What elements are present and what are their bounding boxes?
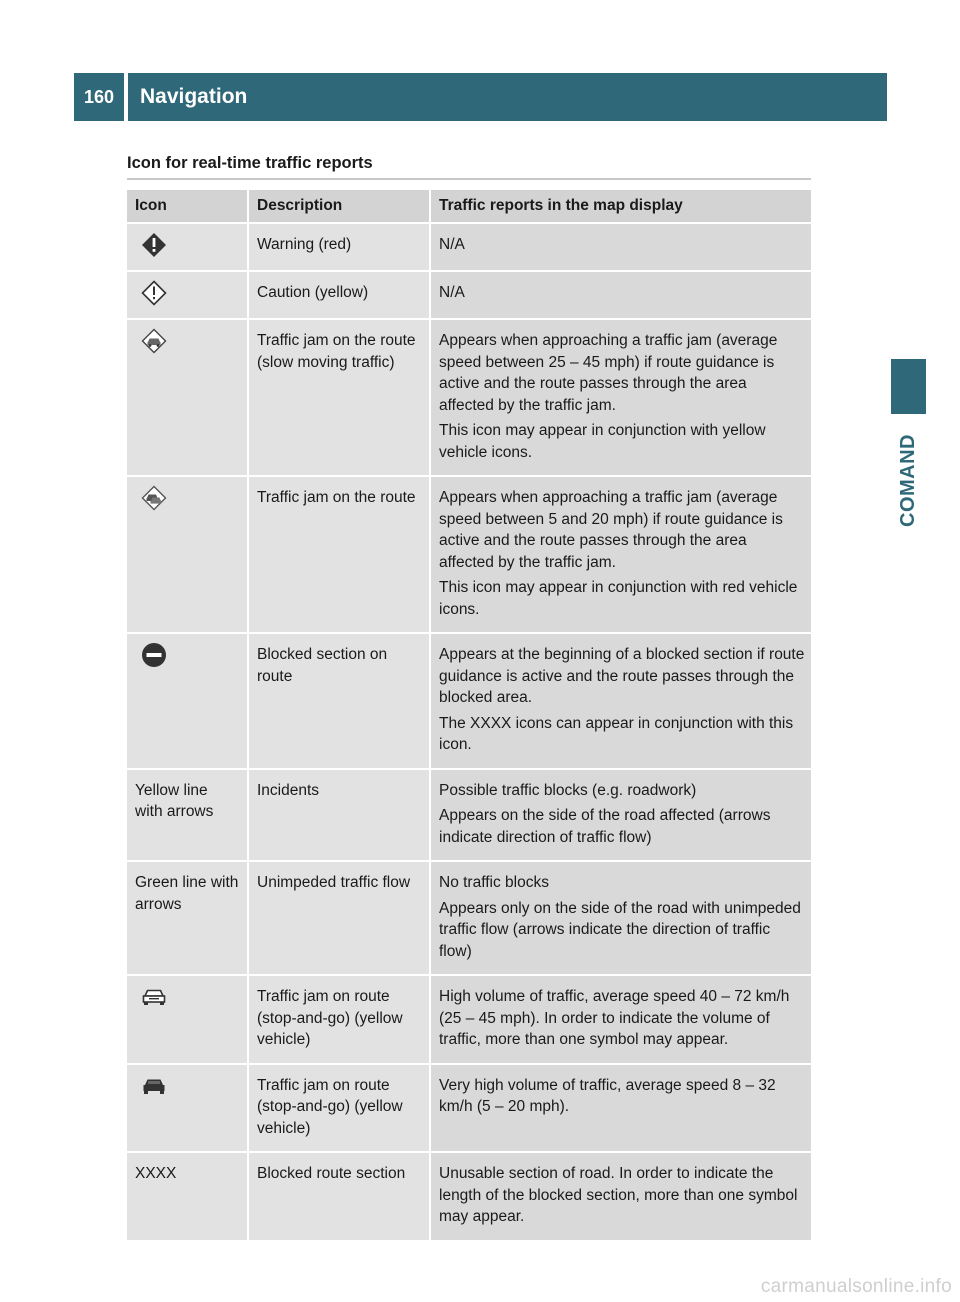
icon-text: XXXX <box>135 1165 177 1182</box>
description-cell: Warning (red) <box>247 224 429 270</box>
icon-cell <box>127 1065 247 1152</box>
table-row <box>127 770 811 861</box>
vehicle-outline-icon <box>141 984 167 1010</box>
table-row <box>127 477 811 632</box>
description-cell: Blocked route section <box>247 1153 429 1240</box>
icon-cell <box>127 320 247 475</box>
table-row <box>127 634 811 768</box>
table-row <box>127 976 811 1063</box>
table-row <box>127 272 811 318</box>
icon-cell <box>127 862 247 974</box>
details-paragraph: Unusable section of road. In order to indicate the length of the blocked section, more than one symbol may appear. <box>439 1165 798 1225</box>
details-paragraph: No traffic blocks <box>439 874 549 891</box>
description-cell: Incidents <box>247 770 429 861</box>
side-tab-block <box>891 359 926 414</box>
page-number: 160 <box>74 73 124 121</box>
details-paragraph: Appears at the beginning of a blocked section if route guidance is active and the route passes through the blocked area. <box>439 646 805 706</box>
description-cell: Traffic jam on the route (slow moving traffic) <box>247 320 429 475</box>
description-cell: Caution (yellow) <box>247 272 429 318</box>
table-row <box>127 1065 811 1152</box>
description-cell: Blocked section on route <box>247 634 429 768</box>
column-header-map-display: Traffic reports in the map display <box>429 190 811 222</box>
details-paragraph: Appears when approaching a traffic jam (average speed between 25 – 45 mph) if route guidance is active and the route passes through the area affected by the traffic jam. <box>439 332 778 414</box>
warning-red-icon <box>141 232 167 258</box>
slow-traffic-icon <box>141 328 167 354</box>
table-row <box>127 862 811 974</box>
table-row <box>127 320 811 475</box>
details-cell <box>429 320 811 475</box>
details-cell <box>429 1153 811 1240</box>
details-cell <box>429 272 811 318</box>
vehicle-filled-icon <box>141 1073 167 1099</box>
icon-text: Yellow line with arrows <box>135 781 214 820</box>
description-cell: Unimpeded traffic flow <box>247 862 429 974</box>
icon-cell <box>127 1153 247 1240</box>
table-row <box>127 224 811 270</box>
column-header-icon: Icon <box>127 190 247 222</box>
details-paragraph: N/A <box>439 284 465 301</box>
section-divider <box>127 178 811 180</box>
details-cell <box>429 976 811 1063</box>
blocked-section-icon <box>141 642 167 668</box>
traffic-icons-table <box>127 188 811 1242</box>
description-cell: Traffic jam on the route <box>247 477 429 632</box>
details-cell <box>429 1065 811 1152</box>
column-header-description: Description <box>247 190 429 222</box>
details-cell <box>429 224 811 270</box>
details-paragraph: N/A <box>439 236 465 253</box>
details-paragraph: Appears on the side of the road affected (arrows indicate direction of traffic flow) <box>439 807 771 846</box>
details-paragraph: Appears when approaching a traffic jam (average speed between 5 and 20 mph) if route guidance is active and the route passes through the area affected by the traffic jam. <box>439 489 783 571</box>
chapter-title: Navigation <box>128 73 887 121</box>
side-tab <box>891 420 926 540</box>
description-cell: Traffic jam on route (stop-and-go) (yellow vehicle) <box>247 1065 429 1152</box>
description-cell: Traffic jam on route (stop-and-go) (yellow vehicle) <box>247 976 429 1063</box>
icon-text: Green line with arrows <box>135 874 239 913</box>
watermark: carmanualsonline.info <box>760 1276 952 1297</box>
section-title: Icon for real-time traffic reports <box>127 154 373 172</box>
table-header-row <box>127 190 811 222</box>
traffic-jam-icon <box>141 485 167 511</box>
caution-yellow-icon <box>141 280 167 306</box>
details-cell <box>429 477 811 632</box>
icon-cell <box>127 770 247 861</box>
details-paragraph: The XXXX icons can appear in conjunction with this icon. <box>439 714 794 753</box>
side-tab-label: COMAND <box>897 433 919 527</box>
details-paragraph: Very high volume of traffic, average speed 8 – 32 km/h (5 – 20 mph). <box>439 1076 776 1115</box>
icon-cell <box>127 477 247 632</box>
details-cell <box>429 862 811 974</box>
details-cell <box>429 634 811 768</box>
details-paragraph: Appears only on the side of the road with unimpeded traffic flow (arrows indicate the direction of traffic flow) <box>439 899 801 960</box>
details-cell <box>429 770 811 861</box>
icon-cell <box>127 634 247 768</box>
icon-cell <box>127 272 247 318</box>
details-paragraph: This icon may appear in conjunction with red vehicle icons. <box>439 579 798 618</box>
details-paragraph: Possible traffic blocks (e.g. roadwork) <box>439 781 697 799</box>
table-row <box>127 1153 811 1240</box>
icon-cell <box>127 976 247 1063</box>
details-paragraph: High volume of traffic, average speed 40 – 72 km/h (25 – 45 mph). In order to indicate the volume of traffic, more than one symbol may appear. <box>439 988 790 1048</box>
details-paragraph: This icon may appear in conjunction with yellow vehicle icons. <box>439 422 766 461</box>
icon-cell <box>127 224 247 270</box>
